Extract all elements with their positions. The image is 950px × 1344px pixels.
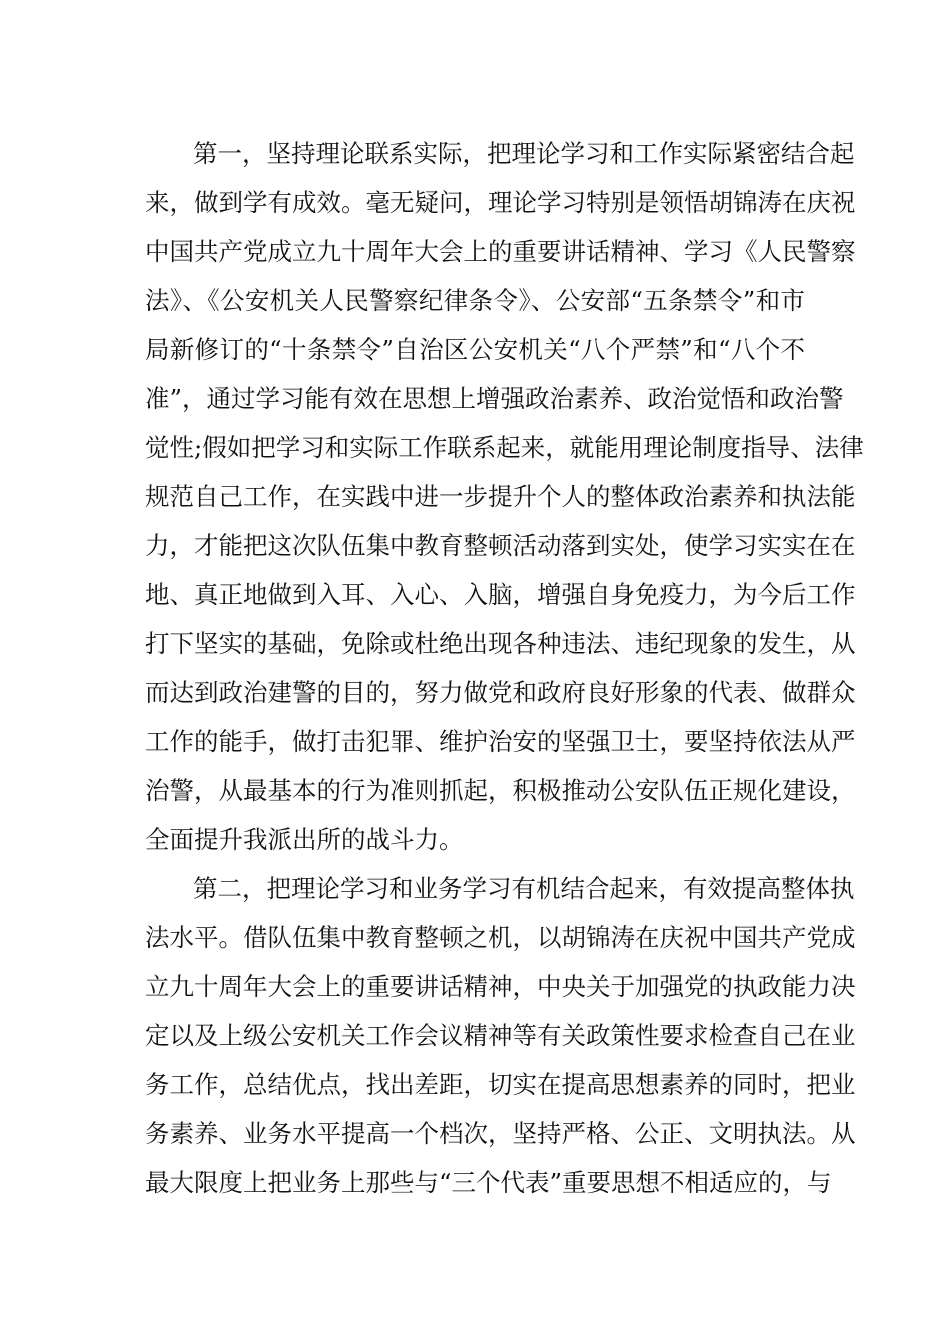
- paragraph-1-line-14: 治警，从最基本的行为准则抓起，积极推动公安队伍正规化建设，: [145, 776, 856, 805]
- paragraph-1-line-4: 法》、《公安机关人民警察纪律条令》、公安部“五条禁令”和市: [145, 286, 805, 315]
- paragraph-1-line-15: 全面提升我派出所的战斗力。: [145, 825, 464, 854]
- paragraph-1-line-12: 而达到政治建警的目的，努力做党和政府良好形象的代表、做群众: [145, 678, 856, 707]
- paragraph-1-line-7: 觉性;假如把学习和实际工作联系起来，就能用理论制度指导、法律: [145, 433, 864, 462]
- paragraph-1-line-9: 力，才能把这次队伍集中教育整顿活动落到实处，使学习实实在在: [145, 531, 856, 560]
- paragraph-1-line-13: 工作的能手，做打击犯罪、维护治安的坚强卫士，要坚持依法从严: [145, 727, 856, 756]
- paragraph-1-line-1: 第一，坚持理论联系实际，把理论学习和工作实际紧密结合起: [193, 139, 855, 168]
- paragraph-2-line-5: 务工作，总结优点，找出差距，切实在提高思想素养的同时，把业: [145, 1070, 856, 1099]
- paragraph-1-line-5: 局新修订的“十条禁令”自治区公安机关“八个严禁”和“八个不: [145, 335, 805, 364]
- paragraph-1-line-3: 中国共产党成立九十周年大会上的重要讲话精神、学习《人民警察: [145, 237, 856, 266]
- paragraph-2-line-6: 务素养、业务水平提高一个档次，坚持严格、公正、文明执法。从: [145, 1119, 856, 1148]
- paragraph-1-line-2: 来，做到学有成效。毫无疑问，理论学习特别是领悟胡锦涛在庆祝: [145, 188, 856, 217]
- paragraph-2-line-7: 最大限度上把业务上那些与“三个代表”重要思想不相适应的，与: [145, 1168, 832, 1197]
- paragraph-2-line-2: 法水平。借队伍集中教育整顿之机，以胡锦涛在庆祝中国共产党成: [145, 923, 856, 952]
- paragraph-1-line-11: 打下坚实的基础，免除或杜绝出现各种违法、违纪现象的发生，从: [145, 629, 856, 658]
- paragraph-2-line-4: 定以及上级公安机关工作会议精神等有关政策性要求检查自己在业: [145, 1021, 856, 1050]
- paragraph-1-line-6: 准”，通过学习能有效在思想上增强政治素养、政治觉悟和政治警: [145, 384, 844, 413]
- paragraph-1-line-10: 地、真正地做到入耳、入心、入脑，增强自身免疫力，为今后工作: [145, 580, 856, 609]
- paragraph-2-line-1: 第二，把理论学习和业务学习有机结合起来，有效提高整体执: [193, 874, 855, 903]
- paragraph-2-line-3: 立九十周年大会上的重要讲话精神，中央关于加强党的执政能力决: [145, 972, 856, 1001]
- paragraph-1-line-8: 规范自己工作，在实践中进一步提升个人的整体政治素养和执法能: [145, 482, 856, 511]
